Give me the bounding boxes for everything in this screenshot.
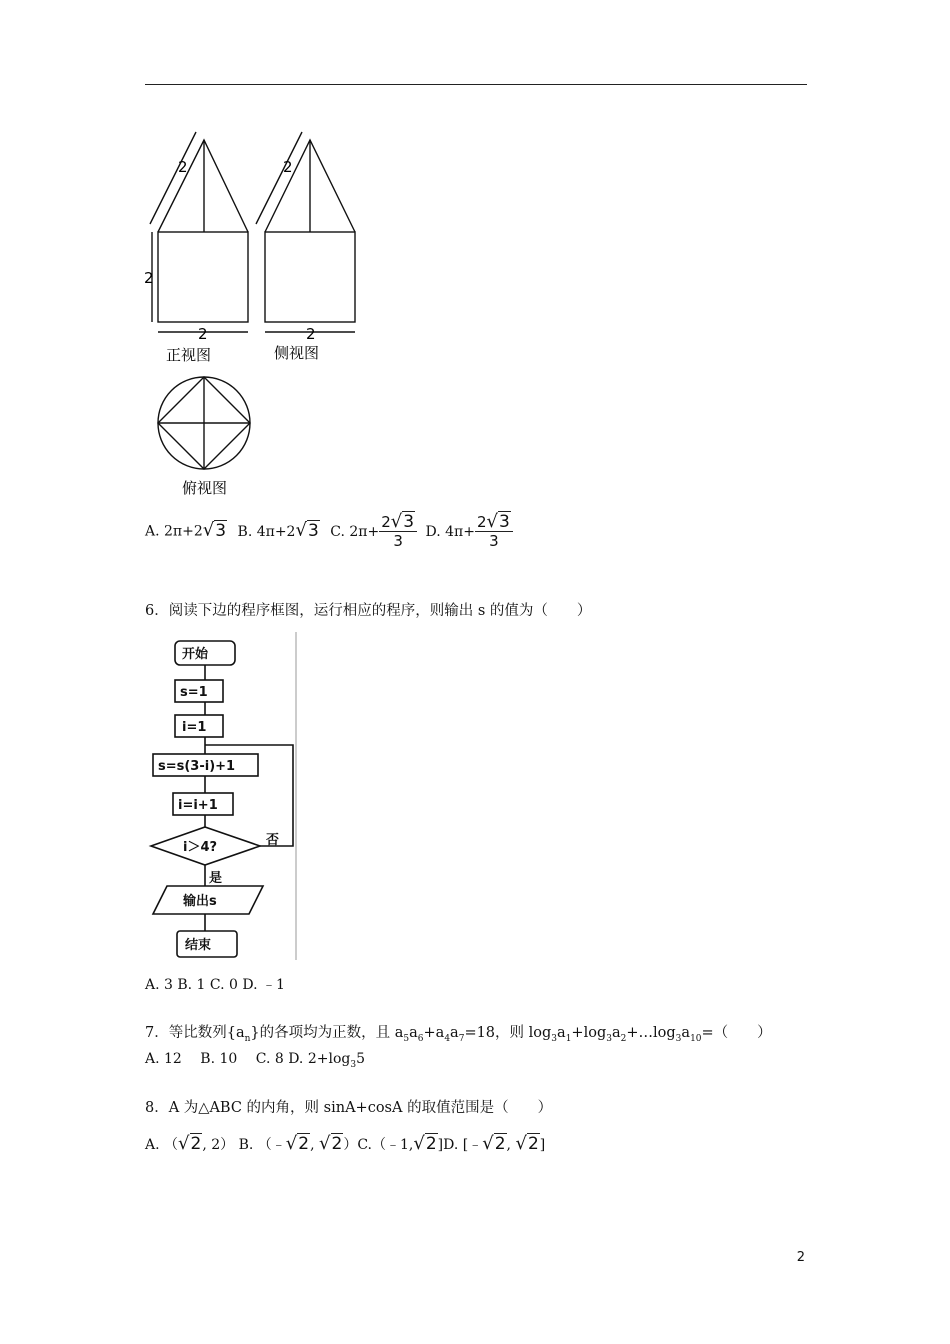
- flow-i-init: i=1: [182, 720, 207, 735]
- sqrt-value: 2: [527, 1134, 539, 1154]
- sqrt-sign: √: [319, 1133, 331, 1154]
- fraction: [379, 513, 417, 550]
- page-number: 2: [796, 1250, 805, 1265]
- q7-stem: 7．等比数列$\{a_n\}$的各项均为正数，且 $a_5a_6+a_4a_7=18$，则 $\log_3a_1+\log_3a_2+\dots\log_3a_{10}=$（ ）: [145, 1025, 772, 1044]
- flowchart: [145, 632, 300, 962]
- flow-update-s: s=s(3-i)+1: [158, 759, 236, 774]
- q5-options: [145, 513, 513, 550]
- q8-stem: 8．A 为△ABC 的内角，则 sinA+cosA 的取值范围是（ ）: [145, 1100, 553, 1116]
- side-view-label: 侧视图: [274, 344, 320, 362]
- sqrt-value: 2: [298, 1134, 310, 1154]
- sqrt-sign: √: [202, 519, 215, 541]
- sqrt-sign: √: [178, 1133, 190, 1154]
- q8-options: [145, 1134, 545, 1155]
- q8-option-d: ]D. [﹣: [437, 1137, 483, 1153]
- q8-option-a: A. （: [145, 1137, 179, 1153]
- sqrt-sign: √: [285, 1133, 298, 1154]
- three-view-figure: [140, 120, 370, 505]
- comma: ,: [310, 1137, 315, 1153]
- dim-label-front-slant: 2: [178, 158, 188, 176]
- header-rule: [145, 84, 807, 85]
- sqrt-value: 2: [190, 1134, 202, 1154]
- q7-options-tail: 5: [356, 1051, 365, 1067]
- dim-label-side-slant: 2: [283, 158, 293, 176]
- q7-text-2: }的各项均为正数，且 a: [250, 1025, 404, 1041]
- q5-option-c: C. 2π+: [330, 523, 380, 540]
- q5-option-d: D. 4π+: [425, 523, 475, 540]
- flow-update-i: i=i+1: [178, 798, 218, 813]
- frac-den: 3: [489, 532, 499, 550]
- q5-option-b: B. 4π+2: [237, 523, 296, 540]
- sqrt-sign: √: [515, 1133, 527, 1154]
- sqrt-value: 3: [403, 512, 415, 532]
- flow-condition: i＞4?: [183, 840, 218, 855]
- top-view-label: 俯视图: [182, 479, 228, 497]
- dim-label-front-height: 2: [144, 269, 154, 287]
- q7-text-3: =18，则 log: [464, 1025, 552, 1041]
- q6-stem: 6．阅读下边的程序框图，运行相应的程序，则输出 s 的值为（ ）: [145, 603, 592, 619]
- q8-option-b: B. （﹣: [238, 1137, 286, 1153]
- close-bracket: ]: [539, 1137, 546, 1153]
- comma: ,: [506, 1137, 511, 1153]
- sqrt-sign: √: [486, 511, 498, 532]
- q8-option-c: ）C.（﹣1,: [343, 1137, 414, 1153]
- sqrt-sign: √: [482, 1133, 494, 1154]
- q7-text-1: 7．等比数列{a: [145, 1025, 245, 1041]
- sqrt-value: 2: [425, 1134, 437, 1154]
- q8-option-a-tail: , 2）: [202, 1137, 235, 1153]
- frac-den: 3: [393, 532, 403, 550]
- front-view-label: 正视图: [166, 346, 212, 364]
- flow-no-label: 否: [266, 833, 280, 848]
- sqrt-sign: √: [295, 519, 307, 541]
- dim-label-side-width: 2: [306, 325, 316, 343]
- flow-yes-label: 是: [209, 871, 223, 886]
- sqrt-value: 3: [307, 520, 319, 541]
- dim-label-front-width: 2: [198, 325, 208, 343]
- q5-option-a: A. 2π+2: [145, 523, 203, 540]
- flow-end: 结束: [185, 938, 212, 953]
- q7-options-text: A. 12 B. 10 C. 8 D. 2+log: [145, 1051, 351, 1067]
- frac-coef: 2: [476, 513, 487, 531]
- frac-coef: 2: [381, 513, 391, 531]
- sqrt-value: 3: [499, 512, 510, 532]
- q7-options: A. 12 B. 10 C. 8 D. $2+\log_35$: [145, 1051, 365, 1070]
- sqrt-sign: √: [413, 1133, 425, 1154]
- sqrt-value: 2: [494, 1134, 506, 1154]
- flow-output: 输出s: [183, 894, 217, 909]
- sqrt-value: 2: [331, 1134, 343, 1154]
- sqrt-value: 3: [215, 520, 227, 541]
- q6-options: A. 3 B. 1 C. 0 D. ﹣1: [145, 977, 285, 993]
- sqrt-sign: √: [390, 511, 403, 532]
- fraction: [475, 513, 513, 550]
- flow-s-init: s=1: [180, 685, 208, 700]
- flow-start: 开始: [182, 647, 209, 662]
